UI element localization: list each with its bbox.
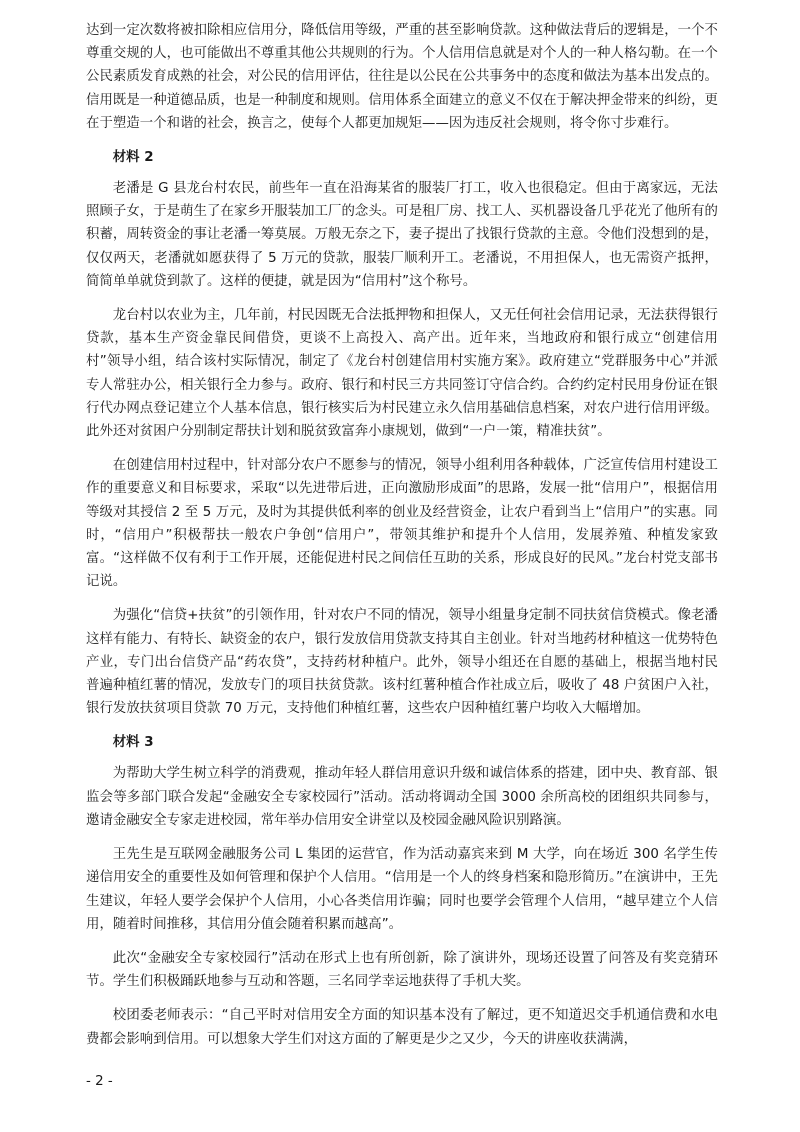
paragraph: 达到一定次数将被扣除相应信用分，降低信用等级，严重的甚至影响贷款。这种做法背后的逻辑是，一个不尊重交规的人，也可能做出不尊重其他公共规则的行为。个人信用信息就是对个人的一种人格勾勒。在一个公民素质发育成熟的社会，对公民的信用评估，往往是以公民在公共事务中的态度和做法为基本出发点的。信用既是一种道德品质，也是一种制度和规则。信用体系全面建立的意义不仅在于解决押金带来的纠纷，更在于塑造一个和谐的社会，换言之，使每个人都更加规矩——因为违反社会规则，将令你寸步难行。 <box>86 23 718 131</box>
paragraph: 为帮助大学生树立科学的消费观，推动年轻人群信用意识升级和诚信体系的搭建，团中央、教育部、银监会等多部门联合发起“金融安全专家校园行”活动。活动将调动全国 3000 余所高校的团组织共同参与，邀请金融安全专家走进校园，常年举办信用安全讲堂以及校园金融风险识别路演。 <box>86 766 718 828</box>
paragraph: 龙台村以农业为主，几年前，村民因既无合法抵押物和担保人，又无任何社会信用记录，无法获得银行贷款，基本生产资金靠民间借贷，更谈不上高投入、高产出。近年来，当地政府和银行成立“创建信用村”领导小组，结合该村实际情况，制定了《龙台村创建信用村实施方案》。政府建立“党群服务中心”并派专人常驻办公，相关银行全力参与。政府、银行和村民三方共同签订守信合约。合约约定村民用身份证在银行代办网点登记建立个人基本信息，银行核实后为村民建立永久信用基础信息档案，对农户进行信用评级。此外还对贫困户分别制定帮扶计划和脱贫致富奔小康规划，做到“一户一策，精准扶贫”。 <box>86 308 718 440</box>
section-heading: 材料 3 <box>112 735 154 751</box>
paragraph: 为强化“信贷+扶贫”的引领作用，针对农户不同的情况，领导小组量身定制不同扶贫信贷模式。像老潘这样有能力、有特长、缺资金的农户，银行发放信用贷款支持其自主创业。针对当地药材种植这一优势特色产业，专门出台信贷产品“药农贷”，支持药材种植户。此外，领导小组还在自愿的基础上，根据当地村民普遍种植红薯的情况，发放专门的项目扶贫贷款。该村红薯种植合作社成立后，吸收了 48 户贫困户入社，银行发放扶贫项目贷款 70 万元，支持他们种植红薯，这些农户因种植红薯户均收入大幅增加。 <box>86 608 718 717</box>
paragraph: 此次“金融安全专家校园行”活动在形式上也有所创新，除了演讲外，现场还设置了问答及有奖竞猜环节。学生们积极踊跃地参与互动和答题，三名同学幸运地获得了手机大奖。 <box>86 950 718 990</box>
paragraph: 校团委老师表示：“自己平时对信用安全方面的知识基本没有了解过，更不知道迟交手机通信费和水电费都会影响到信用。可以想象大学生们对这方面的了解更是少之又少，今天的讲座收获满满， <box>86 1008 718 1047</box>
paragraph: 在创建信用村过程中，针对部分农户不愿参与的情况，领导小组利用各种载体，广泛宣传信用村建设工作的重要意义和目标要求，采取“以先进带后进，正向激励形成面”的思路，发展一批“信用户”，根据信用等级对其授信 2 至 5 万元，及时为其提供低利率的创业及经营资金，让农户看到当上“信用户”的实惠。同时，“信用户”积极帮扶一般农户争创“信用户”，带领其维护和提升个人信用，发展养殖、种植发家致富。“这样做不仅有利于工作开展，还能促进村民之间信任互助的关系，形成良好的民风。”龙台村党支部书记说。 <box>86 458 718 590</box>
document-body <box>86 0 718 1051</box>
paragraph: 王先生是互联网金融服务公司 L 集团的运营官，作为活动嘉宾来到 M 大学，向在场近 300 名学生传递信用安全的重要性及如何管理和保护个人信用。“信用是一个人的终身档案和隐形简历。”在演讲中，王先生建议，年轻人要学会保护个人信用，小心各类信用诈骗；同时也要学会管理个人信用，“越早建立个人信用，随着时间推移，其信用分值会随着积累而越高”。 <box>86 847 718 932</box>
paragraph: 老潘是 G 县龙台村农民，前些年一直在沿海某省的服装厂打工，收入也很稳定。但由于离家远，无法照顾子女，于是萌生了在家乡开服装加工厂的念头。可是租厂房、找工人、买机器设备几乎花光了他所有的积蓄，周转资金的事让老潘一筹莫展。万般无奈之下，妻子提出了找银行贷款的主意。令他们没想到的是，仅仅两天，老潘就如愿获得了 5 万元的贷款，服装厂顺利开工。老潘说，不用担保人，也无需资产抵押，简简单单就贷到款了。这样的便捷，就是因为“信用村”这个称号。 <box>86 181 718 289</box>
page-number: - 2 - <box>86 1074 113 1089</box>
section-heading: 材料 2 <box>112 150 154 166</box>
